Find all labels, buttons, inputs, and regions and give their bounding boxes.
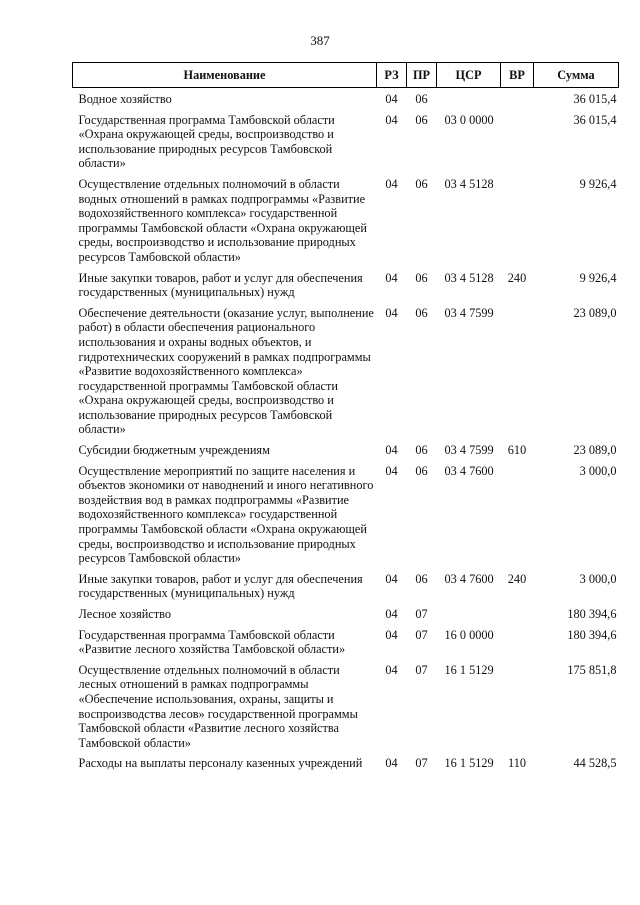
- row-sum: 36 015,4: [573, 112, 617, 127]
- row-rz: 04: [385, 443, 398, 458]
- row-sum: 3 000,0: [579, 571, 617, 586]
- row-csr: 16 1 5129: [444, 756, 494, 771]
- row-vr: [501, 88, 534, 113]
- row-csr: 03 0 0000: [444, 112, 494, 127]
- row-sum: 175 851,8: [567, 662, 617, 677]
- row-vr: [501, 663, 534, 757]
- budget-table: [72, 62, 619, 777]
- header-vr: ВР: [501, 63, 534, 88]
- row-name: Государственная программа Тамбовской области «Охрана окружающей среды, воспроизводство и использование природных ресурсов Тамбовской области»: [78, 112, 335, 171]
- row-pr: 06: [415, 305, 428, 320]
- row-csr: 16 0 0000: [444, 627, 494, 642]
- row-rz: 04: [385, 571, 398, 586]
- row-rz: 04: [385, 305, 398, 320]
- row-vr: [501, 628, 534, 663]
- row-pr: 06: [415, 463, 428, 478]
- row-vr: [501, 113, 534, 177]
- row-pr: 07: [415, 662, 428, 677]
- row-pr: 07: [415, 756, 428, 771]
- row-rz: 04: [385, 463, 398, 478]
- table-row: [73, 271, 619, 306]
- row-csr: 03 4 7600: [444, 463, 494, 478]
- header-pr: ПР: [407, 63, 437, 88]
- row-pr: 07: [415, 607, 428, 621]
- row-rz: 04: [385, 627, 398, 642]
- row-sum: 23 089,0: [573, 443, 617, 458]
- row-sum: 180 394,6: [567, 627, 617, 642]
- row-vr: [501, 177, 534, 271]
- table-row: [73, 607, 619, 628]
- row-pr: 06: [415, 571, 428, 586]
- row-vr: 240: [507, 270, 527, 285]
- row-csr: 03 4 5128: [444, 176, 494, 191]
- header-rz: РЗ: [377, 63, 407, 88]
- header-csr: ЦСР: [437, 63, 501, 88]
- table-row: [73, 443, 619, 464]
- table-row: [73, 177, 619, 271]
- row-name: Иные закупки товаров, работ и услуг для обеспечения государственных (муниципальных) нужд: [78, 270, 363, 300]
- row-name: Осуществление отдельных полномочий в области водных отношений в рамках подпрограммы «Развитие водохозяйственного комплекса» государственной программы Тамбовской области «Охрана окружающей среды, воспроизводство и использование природных ресурсов Тамбовской области»: [78, 176, 367, 264]
- row-sum: 3 000,0: [579, 463, 617, 478]
- row-csr: 03 4 7599: [444, 305, 494, 320]
- table-row: [73, 113, 619, 177]
- row-rz: 04: [385, 112, 398, 127]
- row-csr: [437, 88, 501, 113]
- row-vr: [501, 464, 534, 572]
- row-pr: 07: [415, 627, 428, 642]
- row-name: Расходы на выплаты персоналу казенных учреждений: [78, 756, 363, 771]
- row-rz: 04: [385, 270, 398, 285]
- row-csr: 03 4 7599: [444, 443, 494, 458]
- row-csr: 03 4 5128: [444, 270, 494, 285]
- row-name: Субсидии бюджетным учреждениям: [78, 443, 270, 458]
- table-row: [73, 306, 619, 443]
- row-name: Обеспечение деятельности (оказание услуг, выполнение работ) в области обеспечения рационального использования и охраны водных объектов, и гидротехнических сооружений в рамках подпрограммы «Развитие водохозяйственного комплекса» государственной программы Тамбовской области «Охрана окружающей среды, воспроизводство и использование природных ресурсов Тамбовской области»: [78, 305, 374, 437]
- header-name: Наименование: [73, 63, 377, 88]
- row-sum: 9 926,4: [579, 270, 617, 285]
- row-vr: [501, 306, 534, 443]
- row-vr: [501, 607, 534, 628]
- row-pr: 06: [415, 270, 428, 285]
- row-pr: 06: [415, 176, 428, 191]
- row-rz: 04: [385, 176, 398, 191]
- row-name: Осуществление отдельных полномочий в области лесных отношений в рамках подпрограммы «Обеспечение использования, охраны, защиты и воспроизводства лесов» государственной программы Тамбовской области «Развитие лесного хозяйства Тамбовской области»: [78, 662, 358, 750]
- row-sum: 9 926,4: [579, 176, 617, 191]
- table-body: [73, 88, 619, 777]
- row-rz: 04: [385, 756, 398, 771]
- row-csr: 03 4 7600: [444, 571, 494, 586]
- row-rz: 04: [385, 607, 398, 621]
- header-sum: Сумма: [534, 63, 619, 88]
- row-csr: 16 1 5129: [444, 662, 494, 677]
- table-row: [73, 756, 619, 777]
- row-rz: 04: [385, 92, 398, 106]
- table-header: [73, 63, 619, 88]
- row-vr: 240: [507, 571, 527, 586]
- row-sum: 23 089,0: [573, 305, 617, 320]
- table-row: [73, 663, 619, 757]
- page-number: 387: [310, 33, 330, 48]
- table-row: [73, 572, 619, 607]
- row-rz: 04: [385, 662, 398, 677]
- row-name: Иные закупки товаров, работ и услуг для обеспечения государственных (муниципальных) нужд: [78, 571, 363, 601]
- row-name: Осуществление мероприятий по защите населения и объектов экономики от наводнений и иного негативного воздействия вод в рамках подпрограммы «Развитие водохозяйственного комплекса» государственной программы Тамбовской области «Охрана окружающей среды, воспроизводство и использование природных ресурсов Тамбовской области»: [78, 463, 374, 566]
- row-sum: 36 015,4: [573, 92, 617, 106]
- row-name: Государственная программа Тамбовской области «Развитие лесного хозяйства Тамбовской области»: [78, 627, 346, 657]
- row-vr: 610: [507, 443, 527, 458]
- row-pr: 06: [415, 112, 428, 127]
- row-sum: 44 528,5: [573, 756, 617, 771]
- row-vr: 110: [508, 756, 526, 771]
- table-row: [73, 628, 619, 663]
- table-row: [73, 88, 619, 113]
- row-name: Водное хозяйство: [78, 92, 172, 106]
- row-csr: [437, 607, 501, 628]
- row-sum: 180 394,6: [567, 607, 617, 621]
- row-pr: 06: [415, 443, 428, 458]
- row-pr: 06: [415, 92, 428, 106]
- row-name: Лесное хозяйство: [78, 607, 172, 621]
- table-row: [73, 464, 619, 572]
